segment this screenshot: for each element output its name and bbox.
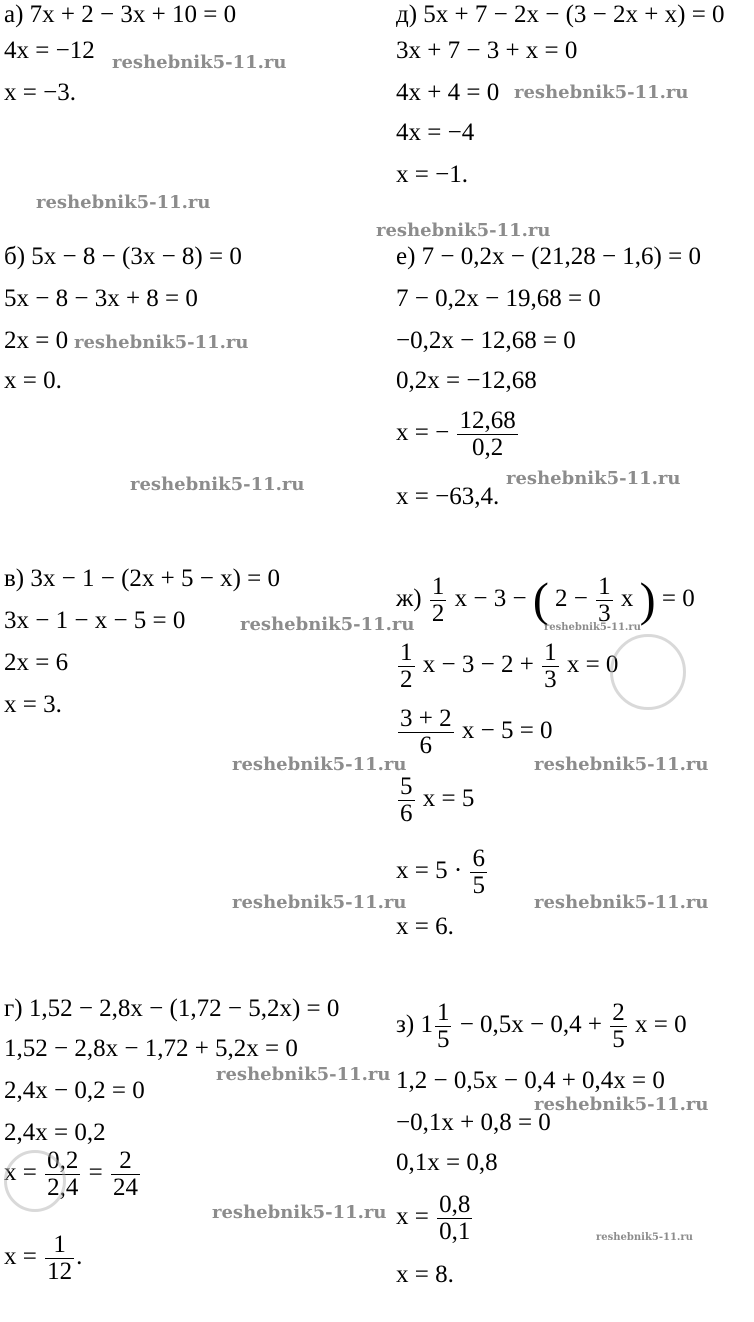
eq-v-line2: 3x − 1 − x − 5 = 0: [4, 607, 186, 634]
denominator: 12: [47, 1258, 73, 1285]
denominator: 2: [431, 600, 445, 627]
watermark-text: reshebnik5-11.ru: [514, 82, 689, 103]
eq-v-line4: x = 3.: [4, 691, 62, 718]
fraction: [596, 574, 613, 627]
eq-e-line5: [396, 408, 520, 461]
fraction: [398, 774, 415, 827]
eq-g-line5-lhs: x =: [4, 1159, 37, 1187]
close-paren: ): [639, 573, 656, 627]
watermark-seal-icon: [4, 1150, 66, 1212]
eq-b-line1: б) 5x − 8 − (3x − 8) = 0: [4, 243, 242, 270]
eq-z-line4: 0,1x = 0,8: [396, 1149, 498, 1176]
numerator: 1: [53, 1231, 66, 1258]
watermark-text: reshebnik5-11.ru: [376, 220, 551, 241]
fraction: [398, 640, 415, 693]
eq-a-line1: а) 7x + 2 − 3x + 10 = 0: [4, 1, 237, 28]
watermark-text: reshebnik5-11.ru: [216, 1064, 391, 1085]
eq-b-line2: 5x − 8 − 3x + 8 = 0: [4, 285, 198, 312]
eq-a-line2: 4x = −12: [4, 37, 95, 64]
numerator: 5: [400, 773, 413, 800]
watermark-text: reshebnik5-11.ru: [212, 1202, 387, 1223]
eq-e-line2: 7 − 0,2x − 19,68 = 0: [396, 285, 601, 312]
eq-e-line4: 0,2x = −12,68: [396, 367, 537, 394]
watermark-text: reshebnik5-11.ru: [74, 332, 249, 353]
term: x = 5 ·: [396, 857, 463, 885]
term: x − 5 = 0: [461, 717, 553, 745]
denominator: 2,4: [47, 1174, 79, 1201]
open-paren: (: [532, 573, 549, 627]
eq-g-line4: 2,4x = 0,2: [4, 1119, 106, 1146]
numerator: 12,68: [459, 407, 516, 434]
term: − 0,5x − 0,4 +: [459, 1011, 603, 1039]
eq-e-line6: x = −63,4.: [396, 483, 500, 510]
term: 2 −: [555, 585, 588, 613]
fraction: [437, 1192, 472, 1245]
eq-zh-line4: [396, 774, 474, 827]
watermark-text: reshebnik5-11.ru: [506, 468, 681, 489]
numerator: 3 + 2: [400, 705, 452, 732]
eq-zh-line6: x = 6.: [396, 913, 454, 940]
watermark-text: reshebnik5-11.ru: [596, 1232, 693, 1243]
denominator: 5: [612, 1026, 625, 1053]
term: x = 0: [635, 1011, 687, 1039]
numerator: 1: [431, 573, 445, 600]
watermark-text: reshebnik5-11.ru: [130, 474, 305, 495]
eq-b-line4: x = 0.: [4, 367, 62, 394]
fraction: [457, 408, 517, 461]
eq-d-line3: 4x + 4 = 0: [396, 79, 500, 106]
watermark-text: reshebnik5-11.ru: [534, 892, 709, 913]
eq-e-line1: е) 7 − 0,2x − (21,28 − 1,6) = 0: [396, 243, 701, 270]
eq-zh-label: ж): [396, 585, 422, 613]
watermark-text: reshebnik5-11.ru: [232, 754, 407, 775]
eq-b-line3: 2x = 0: [4, 327, 69, 354]
watermark-text: reshebnik5-11.ru: [240, 614, 415, 635]
denominator: 24: [112, 1174, 138, 1201]
fraction: [435, 1000, 452, 1053]
numerator: 6: [472, 845, 485, 872]
period: .: [76, 1243, 83, 1271]
numerator: 2: [612, 999, 625, 1026]
eq-g-line6: [4, 1232, 82, 1285]
eq-z-line1: [396, 1000, 687, 1053]
term: x − 3 − 2 +: [422, 651, 534, 679]
fraction: [398, 706, 454, 759]
eq-d-line2: 3x + 7 − 3 + x = 0: [396, 37, 578, 64]
denominator: 2: [400, 666, 413, 693]
eq-g-line1: г) 1,52 − 2,8x − (1,72 − 5,2x) = 0: [4, 995, 340, 1022]
eq-z-line2: 1,2 − 0,5x − 0,4 + 0,4x = 0: [396, 1067, 665, 1094]
eq-v-line3: 2x = 6: [4, 649, 69, 676]
eq-z-line5: [396, 1192, 474, 1245]
eq-zh-line3: [396, 706, 553, 759]
eq-d-line1: д) 5x + 7 − 2x − (3 − 2x + x) = 0: [396, 1, 725, 28]
numerator: 1: [544, 639, 557, 666]
eq-zh-line1: [396, 574, 695, 627]
eq-d-line4: 4x = −4: [396, 119, 475, 146]
eq-g-line3: 2,4x − 0,2 = 0: [4, 1077, 145, 1104]
denominator: 0,2: [457, 434, 517, 461]
watermark-text: reshebnik5-11.ru: [232, 892, 407, 913]
fraction: [470, 846, 487, 899]
eq-d-line5: x = −1.: [396, 161, 468, 188]
denominator: 5: [472, 872, 485, 899]
numerator: 0,2: [47, 1147, 79, 1174]
eq-v-line1: в) 3x − 1 − (2x + 5 − x) = 0: [4, 565, 281, 592]
denominator: 3: [598, 600, 611, 627]
fraction: [610, 1000, 627, 1053]
watermark-seal-icon: [610, 634, 686, 710]
term: = 0: [661, 585, 695, 613]
denominator: 3: [544, 666, 557, 693]
fraction: [542, 640, 559, 693]
fraction: [111, 1148, 140, 1201]
term: з) 1: [396, 1011, 433, 1039]
eq-zh-line5: [396, 846, 489, 899]
denominator: 6: [398, 732, 454, 759]
watermark-text: reshebnik5-11.ru: [112, 52, 287, 73]
watermark-text: reshebnik5-11.ru: [534, 754, 709, 775]
denominator: 6: [400, 800, 413, 827]
watermark-text: reshebnik5-11.ru: [534, 1094, 709, 1115]
term: x = 5: [422, 785, 475, 813]
watermark-text: reshebnik5-11.ru: [36, 192, 211, 213]
numerator: 0,8: [439, 1191, 471, 1218]
fraction: [430, 574, 447, 627]
eq-z-line3: −0,1x + 0,8 = 0: [396, 1109, 551, 1136]
eq-e-line5-lhs: x = −: [396, 419, 450, 447]
term: x =: [396, 1203, 429, 1231]
numerator: 1: [436, 999, 450, 1026]
numerator: 2: [119, 1147, 132, 1174]
eq-g-line2: 1,52 − 2,8x − 1,72 + 5,2x = 0: [4, 1035, 298, 1062]
term: x − 3 −: [454, 585, 527, 613]
eq-g-line6-lhs: x =: [4, 1243, 37, 1271]
numerator: 1: [400, 639, 413, 666]
eq-zh-line2: [396, 640, 618, 693]
eq-a-line3: x = −3.: [4, 79, 76, 106]
eq-z-line6: x = 8.: [396, 1261, 454, 1288]
fraction: [45, 1232, 74, 1285]
term: x: [620, 585, 634, 613]
watermark-text: reshebnik5-11.ru: [544, 622, 641, 633]
equals-sign: =: [88, 1159, 103, 1187]
eq-e-line3: −0,2x − 12,68 = 0: [396, 327, 576, 354]
numerator: 1: [598, 573, 611, 600]
denominator: 5: [436, 1026, 450, 1053]
denominator: 0,1: [439, 1218, 471, 1245]
term: x = 0: [566, 651, 619, 679]
